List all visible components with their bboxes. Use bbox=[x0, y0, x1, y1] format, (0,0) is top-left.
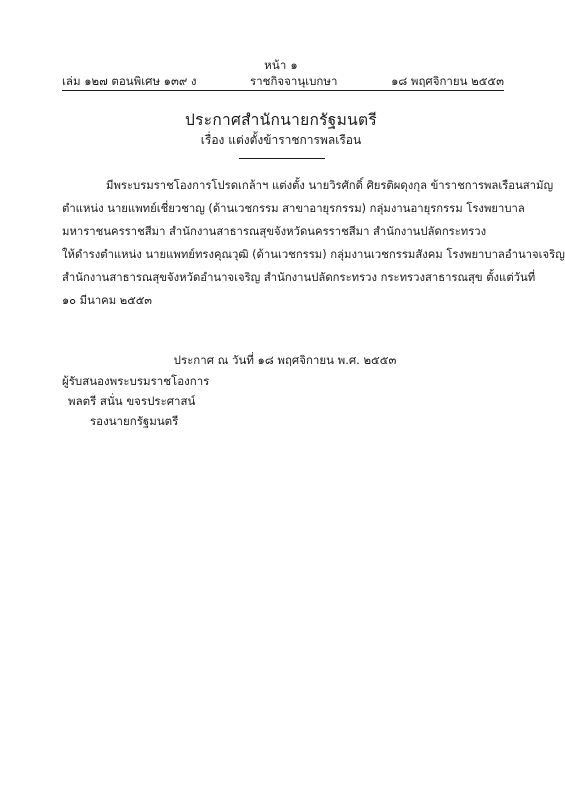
countersign-label: ผู้รับสนองพระบรมราชโองการ bbox=[62, 374, 210, 388]
announcement-title: ประกาศสำนักนายกรัฐมนตรี bbox=[184, 111, 378, 129]
body-line: มหาราชนครราชสีมา สำนักงานสาธารณสุขจังหวัดนครราชสีมา สำนักงานปลัดกระทรวง bbox=[62, 225, 487, 238]
header-divider bbox=[62, 90, 504, 91]
body-line: สำนักงานสาธารณสุขจังหวัดอำนาจเจริญ สำนักงานปลัดกระทรวง กระทรวงสาธารณสุข ตั้งแต่วันที่ bbox=[62, 271, 536, 284]
title-divider bbox=[239, 158, 325, 159]
issue-reference: เล่ม ๑๒๗ ตอนพิเศษ ๑๓๙ ง bbox=[62, 74, 197, 88]
signatory-name: พลตรี สนั่น ขจรประศาสน์ bbox=[68, 394, 196, 408]
body-line: ให้ดำรงตำแหน่ง นายแพทย์ทรงคุณวุฒิ (ด้านเวชกรรม) กลุ่มงานเวชกรรมสังคม โรงพยาบาลอำนาจเจริญ bbox=[62, 248, 565, 261]
signature-block bbox=[62, 371, 362, 431]
announcement-body bbox=[62, 174, 565, 312]
gazette-header bbox=[62, 73, 504, 89]
body-line: ๑๐ มีนาคม ๒๕๕๓ bbox=[62, 294, 153, 307]
publication-date: ๑๘ พฤศจิกายน ๒๕๕๓ bbox=[391, 74, 504, 88]
announcement-subject: เรื่อง แต่งตั้งข้าราชการพลเรือน bbox=[200, 133, 362, 147]
signatory-position: รองนายกรัฐมนตรี bbox=[90, 414, 179, 428]
body-line: ตำแหน่ง นายแพทย์เชี่ยวชาญ (ด้านเวชกรรม สาขาอายุรกรรม) กลุ่มงานอายุรกรรม โรงพยาบาล bbox=[62, 202, 525, 215]
body-line: มีพระบรมราชโองการโปรดเกล้าฯ แต่งตั้ง นายวิรศักดิ์ ศิยรติผดุงกุล ข้าราชการพลเรือนสามัญ bbox=[106, 179, 554, 192]
gazette-name: ราชกิจจานุเบกษา bbox=[250, 74, 338, 88]
page-number: หน้า ๑ bbox=[264, 58, 298, 72]
announced-date: ประกาศ ณ วันที่ ๑๘ พฤศจิกายน พ.ศ. ๒๕๕๓ bbox=[173, 353, 397, 367]
